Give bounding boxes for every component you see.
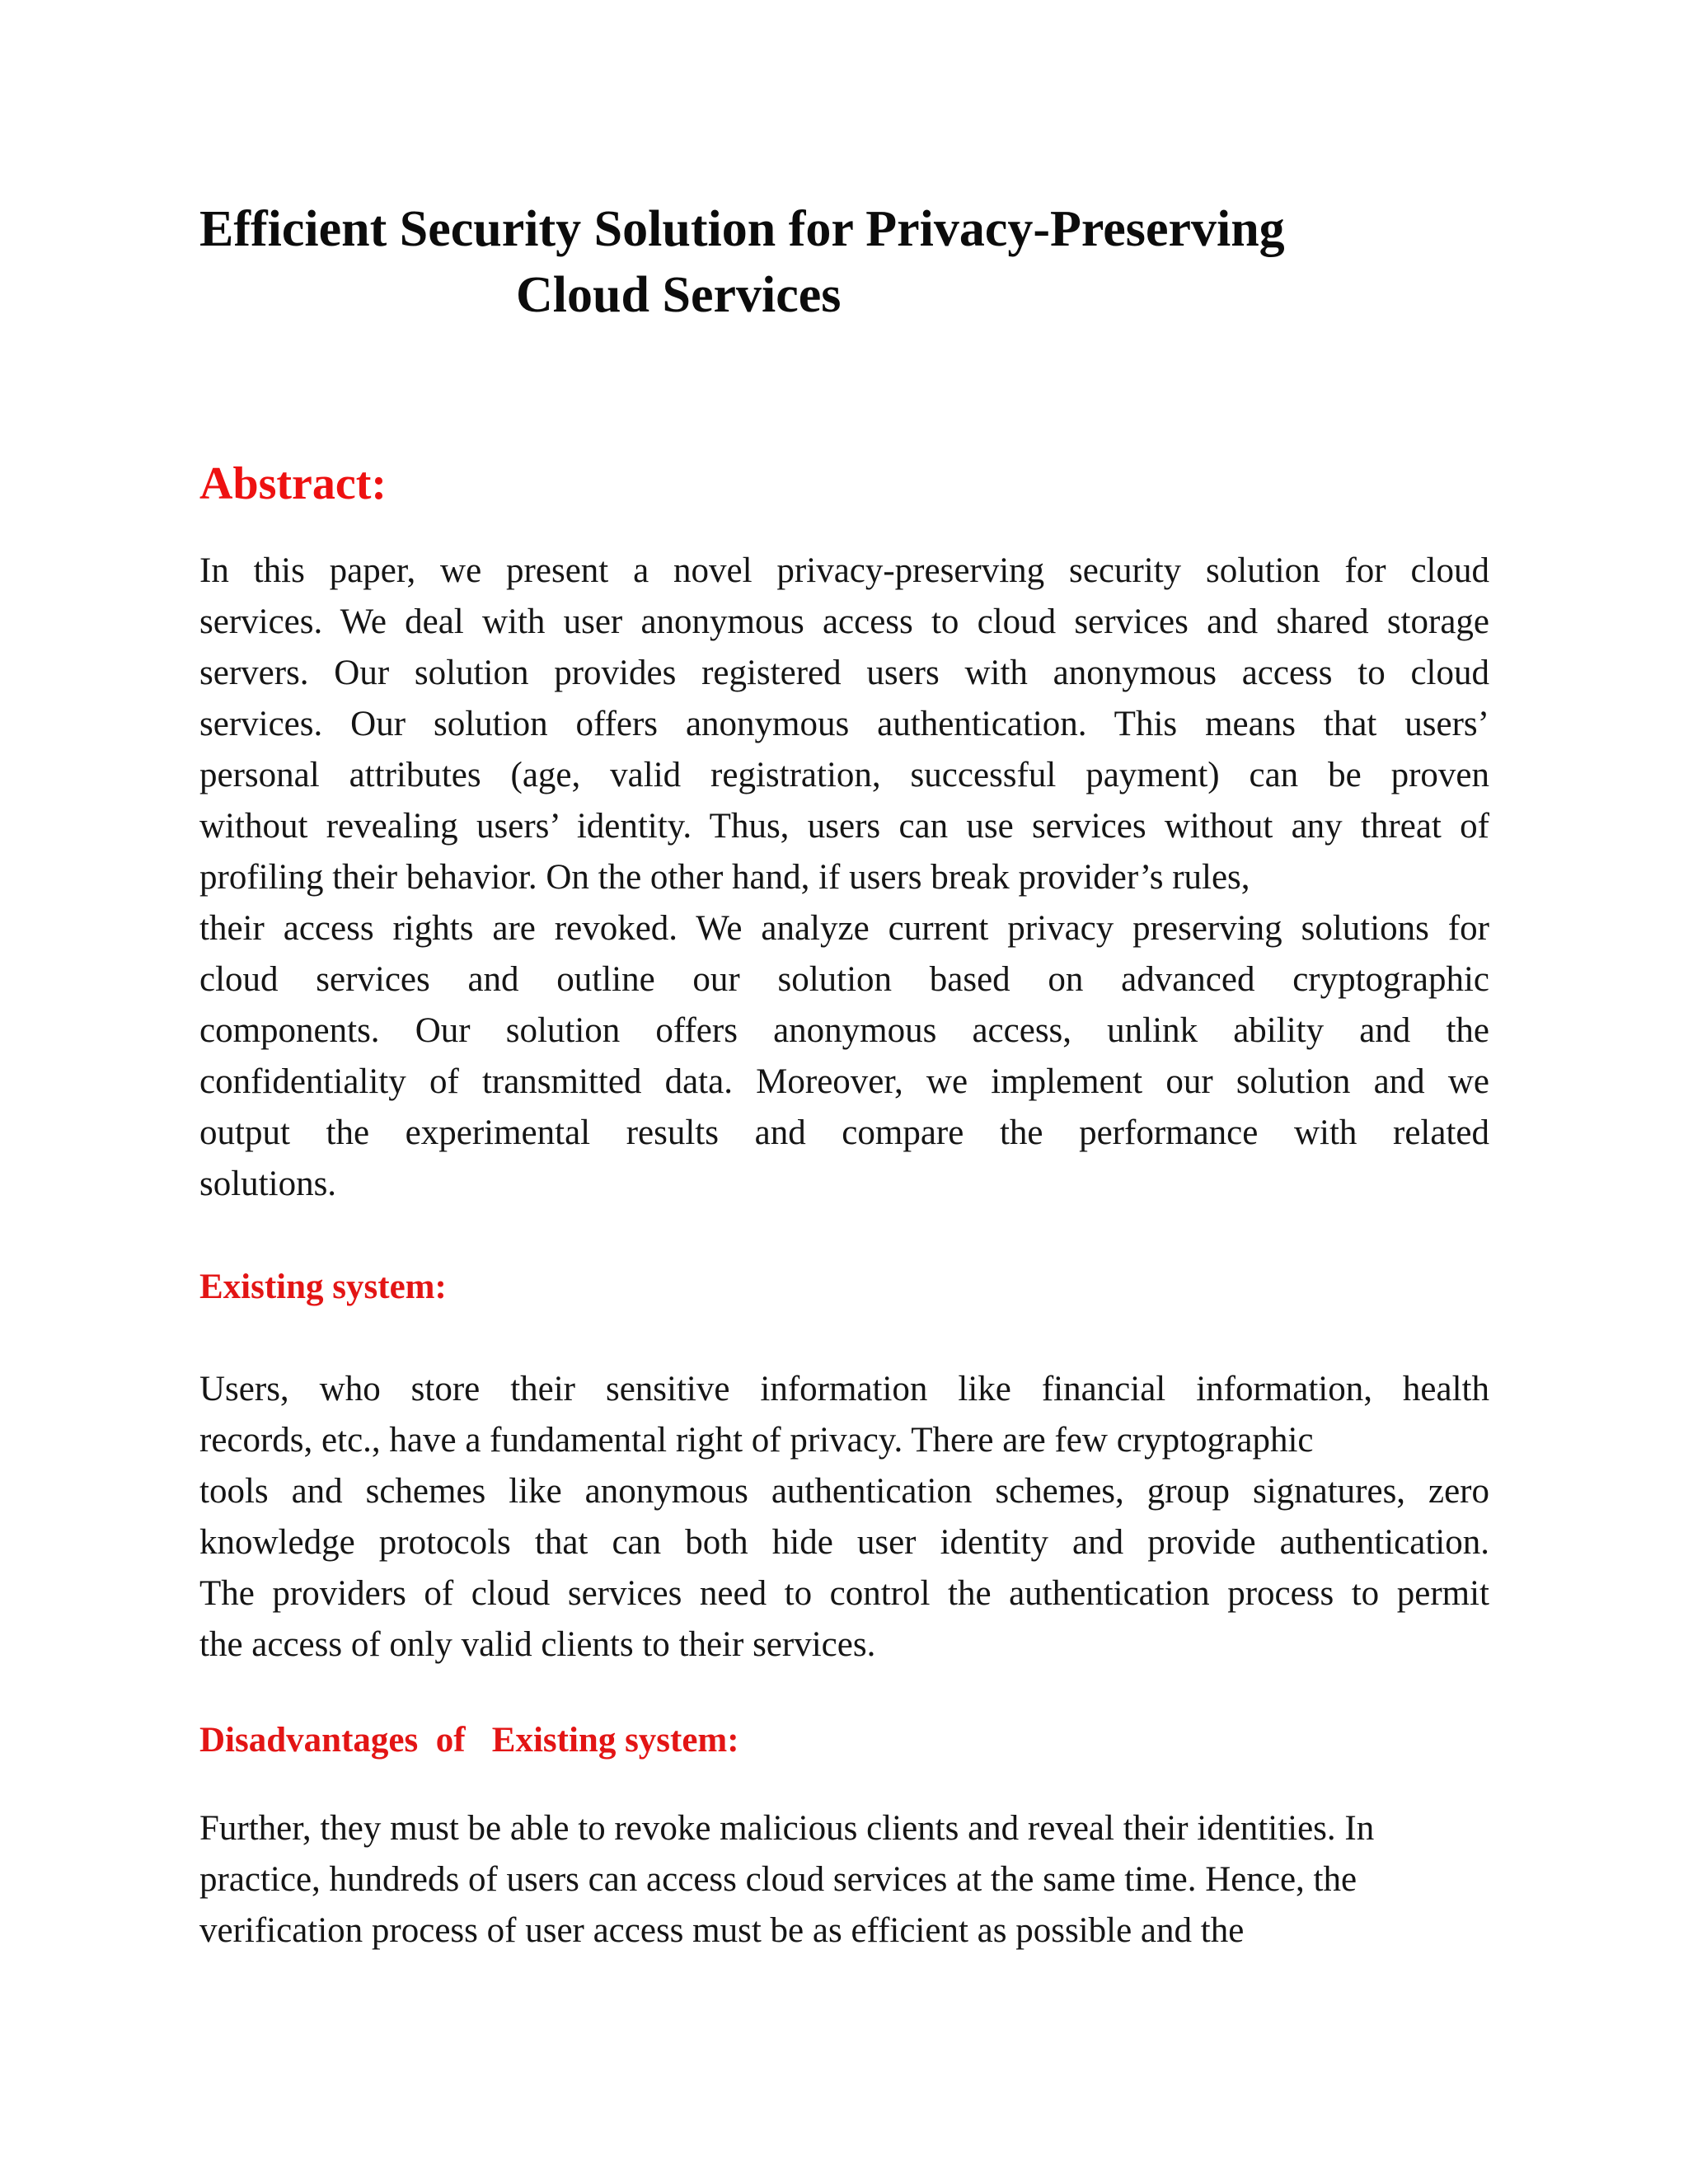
existing-system-heading: Existing system:	[199, 1268, 447, 1306]
existing-system-line: records, etc., have a fundamental right of privacy. There are few cryptographic	[199, 1421, 1314, 1460]
abstract-line: services. Our solution offers anonymous authentication. This means that users’	[199, 705, 1489, 743]
existing-system-line: the access of only valid clients to their services.	[199, 1625, 876, 1664]
existing-system-paragraph	[199, 1364, 1489, 1671]
disadvantages-line: Further, they must be able to revoke malicious clients and reveal their identities. In	[199, 1809, 1375, 1848]
existing-system-line: tools and schemes like anonymous authentication schemes, group signatures, zero	[199, 1472, 1489, 1511]
existing-system-line: Users, who store their sensitive information like financial information, health	[199, 1370, 1489, 1408]
title-line-1: Efficient Security Solution for Privacy-Preserving	[199, 201, 1285, 257]
abstract-line: their access rights are revoked. We analyze current privacy preserving solutions for	[199, 909, 1489, 948]
abstract-line: confidentiality of transmitted data. Moreover, we implement our solution and we	[199, 1062, 1489, 1101]
disadvantages-paragraph	[199, 1803, 1489, 1957]
abstract-line: output the experimental results and compare the performance with related	[199, 1113, 1489, 1152]
abstract-line: components. Our solution offers anonymous access, unlink ability and the	[199, 1011, 1489, 1050]
existing-system-line: knowledge protocols that can both hide user identity and provide authentication.	[199, 1523, 1489, 1562]
abstract-line: personal attributes (age, valid registration, successful payment) can be proven	[199, 756, 1489, 794]
abstract-line: services. We deal with user anonymous access to cloud services and shared storage	[199, 602, 1489, 641]
disadvantages-line: practice, hundreds of users can access cloud services at the same time. Hence, the	[199, 1860, 1357, 1899]
existing-system-line: The providers of cloud services need to control the authentication process to permit	[199, 1574, 1489, 1613]
abstract-line: without revealing users’ identity. Thus, users can use services without any threat of	[199, 807, 1489, 846]
abstract-line: cloud services and outline our solution based on advanced cryptographic	[199, 960, 1489, 999]
abstract-paragraph	[199, 546, 1489, 1210]
abstract-line: servers. Our solution provides registered users with anonymous access to cloud	[199, 654, 1489, 692]
document-title	[199, 196, 1485, 328]
abstract-line: profiling their behavior. On the other hand, if users break provider’s rules,	[199, 858, 1250, 897]
disadvantages-line: verification process of user access must be as efficient as possible and the	[199, 1911, 1245, 1950]
abstract-heading: Abstract:	[199, 458, 387, 509]
disadvantages-heading: Disadvantages of Existing system:	[199, 1721, 739, 1760]
title-line-2: Cloud Services	[516, 267, 842, 323]
abstract-line: In this paper, we present a novel privacy-preserving security solution for cloud	[199, 551, 1489, 590]
abstract-line: solutions.	[199, 1165, 337, 1203]
